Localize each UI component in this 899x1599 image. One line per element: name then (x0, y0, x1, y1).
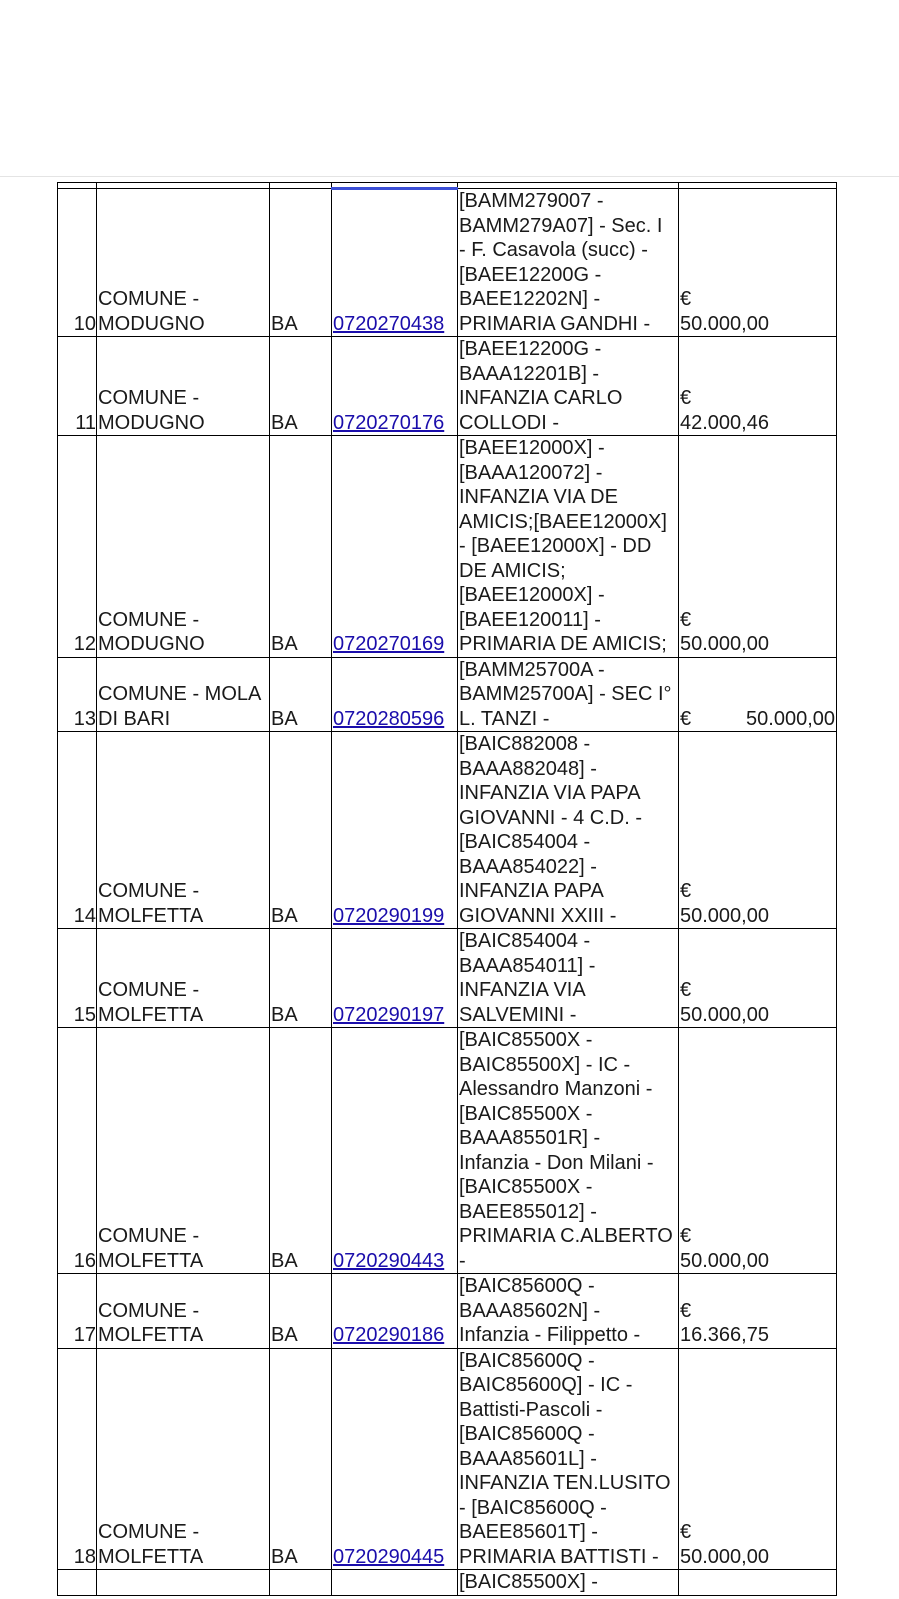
description-line: GIOVANNI XXIII - (459, 904, 617, 927)
ente-line: COMUNE - (98, 979, 200, 1001)
ente-cell (97, 436, 270, 658)
description-line: - [BAEE12000X] - DD (459, 535, 652, 557)
description-line: [BAAA120072] - (459, 461, 603, 484)
empty-cell (332, 1570, 458, 1596)
ente-line: MOLFETTA (98, 1545, 204, 1568)
euro-sign: € (680, 880, 692, 902)
amount-value: 50.000,00 (680, 312, 769, 335)
empty-cell (270, 1570, 332, 1596)
description-line: INFANZIA PAPA (459, 880, 604, 902)
description-cell (458, 436, 679, 658)
code-link[interactable]: 0720290186 (333, 1324, 445, 1346)
description-line: BAAA882048] - (459, 757, 597, 780)
code-cell (332, 337, 458, 436)
description-line: [BAEE12200G - (459, 338, 602, 360)
table-row (58, 337, 837, 436)
blank-header-area (0, 0, 899, 177)
ente-line: COMUNE - (98, 608, 200, 631)
description-line: Battisti-Pascoli - (459, 1398, 603, 1421)
code-link[interactable]: 0720270176 (333, 411, 445, 434)
code-link[interactable]: 0720280596 (333, 707, 445, 730)
description-line: - F. Casavola (succ) - (459, 239, 648, 261)
row-number-cell: 18 (58, 1348, 97, 1570)
code-link[interactable]: 0720270169 (333, 633, 445, 655)
description-cell (458, 337, 679, 436)
description-line: BAEE12202N] - (459, 288, 601, 310)
description-line: [BAMM25700A - (459, 658, 605, 681)
ente-line: COMUNE - MOLA (98, 683, 262, 705)
table-row (58, 1274, 837, 1349)
description-line: [BAIC85600Q - (459, 1349, 595, 1372)
description-line: [BAEE120011] - (459, 608, 601, 631)
spreadsheet-view[interactable] (0, 182, 899, 1599)
description-line: [BAEE12000X] - (459, 437, 605, 459)
description-line: DE AMICIS; (459, 559, 566, 582)
ente-line: COMUNE - (98, 288, 200, 310)
description-line: [BAIC85500X - (459, 1176, 593, 1198)
code-cell (332, 929, 458, 1028)
description-line: BAMM25700A] - SEC I° (459, 683, 672, 705)
amount-cell (679, 1348, 837, 1570)
description-line: BAAA12201B] - (459, 362, 600, 385)
table-row (58, 732, 837, 929)
description-line: PRIMARIA GANDHI - (459, 312, 651, 335)
amount-cell (679, 1274, 837, 1349)
code-cell (332, 189, 458, 337)
description-line: Alessandro Manzoni - (459, 1078, 653, 1100)
ente-cell (97, 1274, 270, 1349)
description-line: INFANZIA CARLO (459, 387, 623, 409)
ente-cell (97, 732, 270, 929)
ente-cell (97, 337, 270, 436)
table-row (58, 929, 837, 1028)
code-cell (332, 436, 458, 658)
euro-sign: € (680, 288, 692, 310)
province-cell: BA (270, 337, 332, 436)
empty-cell (97, 1570, 270, 1596)
row-number-cell: 13 (58, 657, 97, 732)
province-cell: BA (270, 1028, 332, 1274)
amount-cell (679, 1028, 837, 1274)
description-line: [BAIC854004 - (459, 831, 591, 853)
description-cell (458, 1274, 679, 1349)
amount-cell (679, 732, 837, 929)
description-line: GIOVANNI - 4 C.D. - (459, 806, 642, 829)
description-line: BAAA85602N] - (459, 1299, 601, 1322)
description-line: BAAA854022] - (459, 855, 597, 878)
code-link[interactable]: 0720290197 (333, 1003, 445, 1026)
description-line: INFANZIA VIA PAPA (459, 782, 641, 804)
description-line: [BAMM279007 - (459, 190, 604, 212)
amount-value: 50.000,00 (680, 1545, 769, 1568)
code-cell (332, 732, 458, 929)
euro-sign: € (680, 707, 692, 730)
ente-line: COMUNE - (98, 1521, 200, 1543)
ente-line: MODUGNO (98, 411, 205, 434)
row-number-cell: 15 (58, 929, 97, 1028)
description-line: BAIC85500X] - IC - (459, 1053, 631, 1076)
ente-line: MOLFETTA (98, 1249, 204, 1272)
amount-value: 50.000,00 (746, 707, 835, 730)
description-line: BAMM279A07] - Sec. I (459, 214, 663, 237)
ente-cell (97, 1348, 270, 1570)
description-line: BAEE85601T] - (459, 1521, 598, 1543)
description-line: BAIC85600Q] - IC - (459, 1374, 633, 1396)
amount-cell (679, 657, 837, 732)
table-row (58, 657, 837, 732)
amount-value: 50.000,00 (680, 904, 769, 927)
row-number-cell: 16 (58, 1028, 97, 1274)
description-line: [BAEE12200G - (459, 263, 602, 286)
description-line: [BAIC85600Q - (459, 1275, 595, 1297)
code-cell (332, 657, 458, 732)
row-number-cell: 14 (58, 732, 97, 929)
row-number-cell: 12 (58, 436, 97, 658)
description-line: L. TANZI - (459, 707, 550, 730)
province-cell: BA (270, 436, 332, 658)
ente-cell (97, 189, 270, 337)
code-cell (332, 1348, 458, 1570)
code-link[interactable]: 0720270438 (333, 312, 445, 335)
amount-value: 16.366,75 (680, 1324, 769, 1346)
ente-line: MOLFETTA (98, 1324, 204, 1346)
row-number-cell: 17 (58, 1274, 97, 1349)
description-line: INFANZIA VIA DE (459, 486, 618, 508)
province-cell: BA (270, 1348, 332, 1570)
ente-line: COMUNE - (98, 387, 200, 409)
description-line: [BAIC882008 - (459, 733, 591, 755)
table-row (58, 189, 837, 337)
ente-cell (97, 1028, 270, 1274)
amount-value: 50.000,00 (680, 1249, 769, 1272)
description-cell (458, 1028, 679, 1274)
province-cell: BA (270, 732, 332, 929)
description-cell (458, 732, 679, 929)
ente-line: MODUGNO (98, 633, 205, 655)
amount-value: 50.000,00 (680, 633, 769, 655)
description-line: [BAIC85500X - (459, 1102, 593, 1125)
amount-cell (679, 436, 837, 658)
funding-table (57, 182, 837, 1596)
row-number-cell: 10 (58, 189, 97, 337)
province-cell: BA (270, 929, 332, 1028)
description-line: INFANZIA TEN.LUSITO (459, 1472, 671, 1494)
description-line: SALVEMINI - (459, 1003, 577, 1026)
ente-line: COMUNE - (98, 1225, 200, 1247)
description-line: BAAA85601L] - (459, 1447, 597, 1470)
description-line: BAEE855012] - (459, 1200, 597, 1223)
description-line: - (459, 1249, 466, 1272)
description-line: [BAIC85600Q - (459, 1423, 595, 1445)
description-cell: [BAIC85500X] - (458, 1570, 679, 1596)
province-cell: BA (270, 1274, 332, 1349)
euro-sign: € (680, 979, 692, 1001)
amount-cell (679, 337, 837, 436)
euro-sign: € (680, 1225, 692, 1247)
ente-line: COMUNE - (98, 880, 200, 902)
amount-value: 50.000,00 (680, 1003, 769, 1026)
description-line: Infanzia - Filippetto - (459, 1324, 641, 1346)
row-number-cell: 11 (58, 337, 97, 436)
euro-sign: € (680, 387, 692, 409)
province-cell: BA (270, 189, 332, 337)
description-cell (458, 1348, 679, 1570)
code-cell (332, 1028, 458, 1274)
description-line: [BAIC85500X - (459, 1029, 593, 1051)
euro-sign: € (680, 1299, 692, 1322)
ente-cell (97, 929, 270, 1028)
table-row (58, 436, 837, 658)
ente-line: MOLFETTA (98, 904, 204, 927)
description-line: COLLODI - (459, 411, 560, 434)
euro-sign: € (680, 1521, 692, 1543)
description-line: PRIMARIA C.ALBERTO (459, 1225, 673, 1247)
description-line: Infanzia - Don Milani - (459, 1151, 654, 1174)
ente-line: MODUGNO (98, 312, 205, 335)
description-line: [BAIC854004 - (459, 930, 591, 952)
euro-sign: € (680, 608, 692, 631)
empty-cell (58, 1570, 97, 1596)
table-row (58, 1348, 837, 1570)
description-line: PRIMARIA BATTISTI - (459, 1545, 659, 1568)
code-link[interactable]: 0720290199 (333, 904, 445, 927)
province-cell: BA (270, 657, 332, 732)
code-link[interactable]: 0720290445 (333, 1545, 445, 1568)
description-line: BAAA85501R] - (459, 1127, 601, 1149)
ente-line: DI BARI (98, 707, 171, 730)
description-line: - [BAIC85600Q - (459, 1496, 607, 1519)
amount-cell (679, 189, 837, 337)
description-cell (458, 657, 679, 732)
description-line: BAAA854011] - (459, 954, 596, 977)
ente-line: MOLFETTA (98, 1003, 204, 1026)
description-line: PRIMARIA DE AMICIS; (459, 633, 667, 655)
code-cell (332, 1274, 458, 1349)
empty-cell (679, 1570, 837, 1596)
amount-cell (679, 929, 837, 1028)
ente-line: COMUNE - (98, 1299, 200, 1322)
table-row-partial-bottom (58, 1570, 837, 1596)
table-row (58, 1028, 837, 1274)
description-line: INFANZIA VIA (459, 979, 586, 1001)
ente-cell (97, 657, 270, 732)
amount-value: 42.000,46 (680, 411, 769, 434)
description-cell (458, 929, 679, 1028)
description-line: AMICIS;[BAEE12000X] (459, 510, 667, 533)
description-cell (458, 189, 679, 337)
description-line: [BAEE12000X] - (459, 584, 605, 606)
code-link[interactable]: 0720290443 (333, 1249, 445, 1272)
